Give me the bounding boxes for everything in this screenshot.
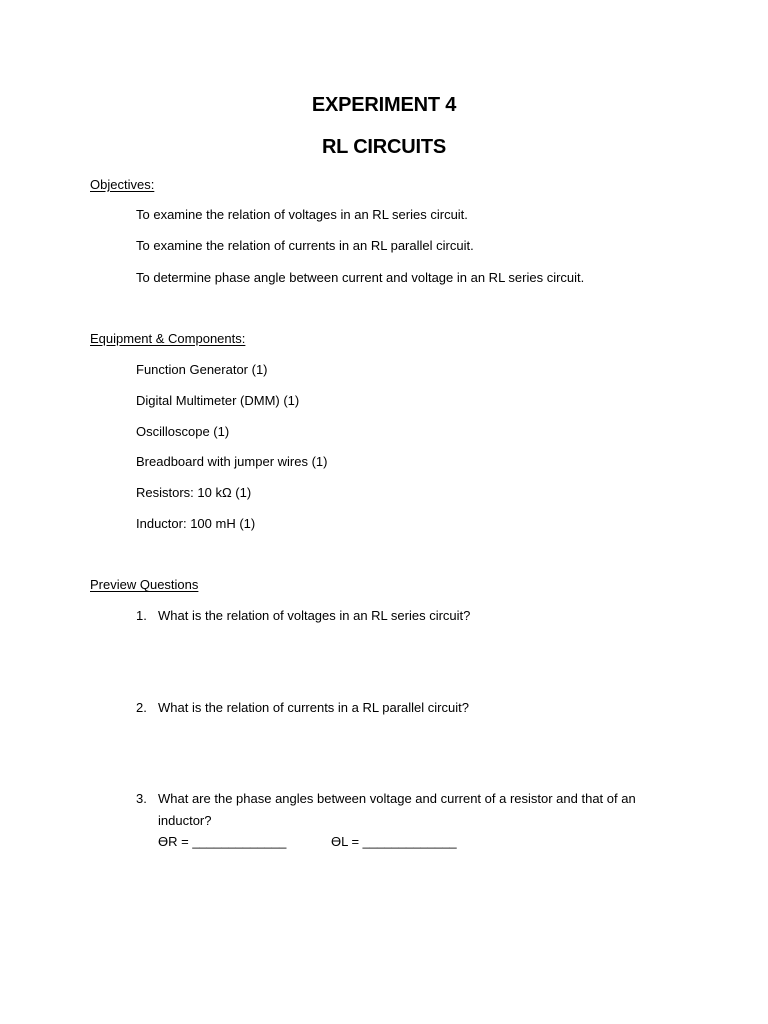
equipment-item: Inductor: 100 mH (1)	[136, 516, 256, 531]
equipment-item: Breadboard with jumper wires (1)	[136, 454, 328, 469]
objectives-heading: Objectives:	[90, 177, 155, 192]
objective-item: To determine phase angle between current and voltage in an RL series circuit.	[136, 270, 585, 285]
equipment-item: Function Generator (1)	[136, 362, 268, 377]
answer-blank-theta-l: ϴL = _____________	[331, 834, 457, 849]
objective-item: To examine the relation of voltages in an RL series circuit.	[136, 207, 468, 222]
question-text: What are the phase angles between voltage and current of a resistor and that of an	[158, 791, 636, 806]
answer-blank-theta-r: ϴR = _____________	[158, 834, 287, 849]
experiment-title: EXPERIMENT 4	[311, 94, 457, 116]
objective-item: To examine the relation of currents in an RL parallel circuit.	[136, 238, 474, 253]
question-text: What is the relation of voltages in an RL series circuit?	[158, 608, 471, 623]
experiment-subtitle: RL CIRCUITS	[321, 136, 447, 158]
preview-questions-heading: Preview Questions	[90, 577, 199, 592]
question-number: 2.	[136, 700, 147, 715]
question-text-continued: inductor?	[158, 813, 212, 828]
equipment-item: Digital Multimeter (DMM) (1)	[136, 393, 300, 408]
equipment-item: Oscilloscope (1)	[136, 424, 230, 439]
question-text: What is the relation of currents in a RL parallel circuit?	[158, 700, 469, 715]
equipment-item: Resistors: 10 kΩ (1)	[136, 485, 252, 500]
question-number: 1.	[136, 608, 147, 623]
question-number: 3.	[136, 791, 147, 806]
equipment-heading: Equipment & Components:	[90, 331, 246, 346]
